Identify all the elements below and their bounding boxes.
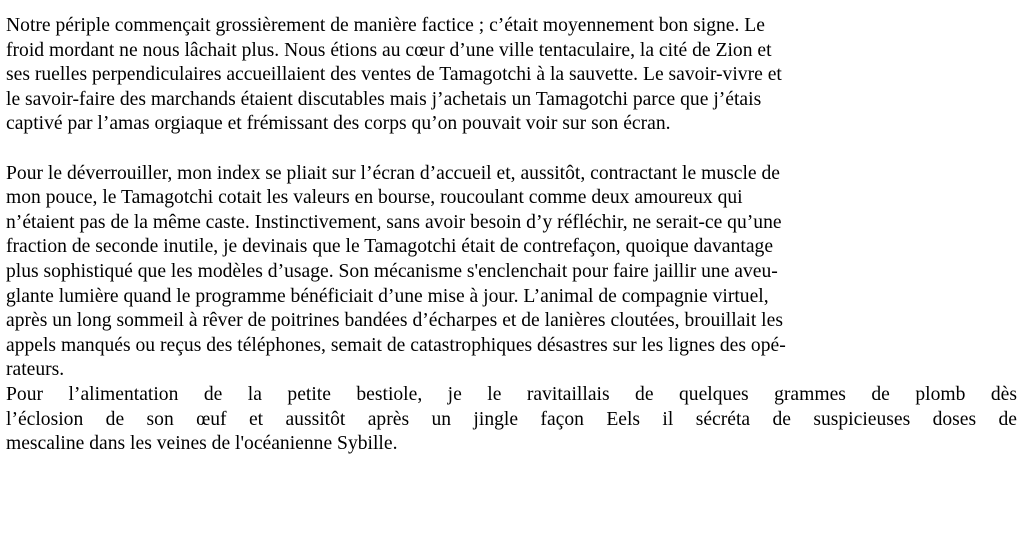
paragraph-2 (6, 162, 1017, 383)
text-line: ses ruelles perpendiculaires accueillaient des ventes de Tamagotchi à la sauvette. Le savoir-vivre et (6, 64, 782, 86)
text-line: n’étaient pas de la même caste. Instinctivement, sans avoir besoin d’y réfléchir, ne serait-ce qu’une (6, 211, 782, 233)
text-line: mon pouce, le Tamagotchi cotait les valeurs en bourse, roucoulant comme deux amoureux qui (6, 187, 743, 209)
text-line: l’éclosion de son œuf et aussitôt après un jingle façon Eels il sécréta de suspicieuses doses de (6, 408, 1017, 430)
paragraph-1 (6, 14, 1017, 137)
text-line: Notre périple commençait grossièrement de manière factice ; c’était moyennement bon signe. Le (6, 15, 765, 36)
text-line: après un long sommeil à rêver de poitrines bandées d’écharpes et de lanières cloutées, brouillait les (6, 310, 783, 332)
text-line: appels manqués ou reçus des téléphones, semait de catastrophiques désastres sur les lignes des opé- (6, 334, 786, 356)
text-line: froid mordant ne nous lâchait plus. Nous étions au cœur d’une ville tentaculaire, la cité de Zion et (6, 39, 772, 61)
paragraph-3 (6, 383, 1017, 457)
text-line: le savoir-faire des marchands étaient discutables mais j’achetais un Tamagotchi parce que j’étais (6, 88, 762, 110)
text-line: glante lumière quand le programme bénéficiait d’une mise à jour. L’animal de compagnie virtuel, (6, 285, 769, 307)
paragraph-spacer (6, 137, 1017, 162)
text-line: plus sophistiqué que les modèles d’usage. Son mécanisme s'enclenchait pour faire jaillir une aveu- (6, 260, 778, 282)
text-line: captivé par l’amas orgiaque et frémissant des corps qu’on pouvait voir sur son écran. (6, 113, 671, 135)
text-line: mescaline dans les veines de l'océanienne Sybille. (6, 433, 398, 455)
text-line: fraction de seconde inutile, je devinais que le Tamagotchi était de contrefaçon, quoique davantage (6, 236, 774, 258)
text-line: Pour le déverrouiller, mon index se pliait sur l’écran d’accueil et, aussitôt, contractant le muscle de (6, 162, 780, 184)
text-line: rateurs. (6, 359, 65, 381)
text-line: Pour l’alimentation de la petite bestiole, je le ravitaillais de quelques grammes de plomb dès (6, 383, 1017, 405)
